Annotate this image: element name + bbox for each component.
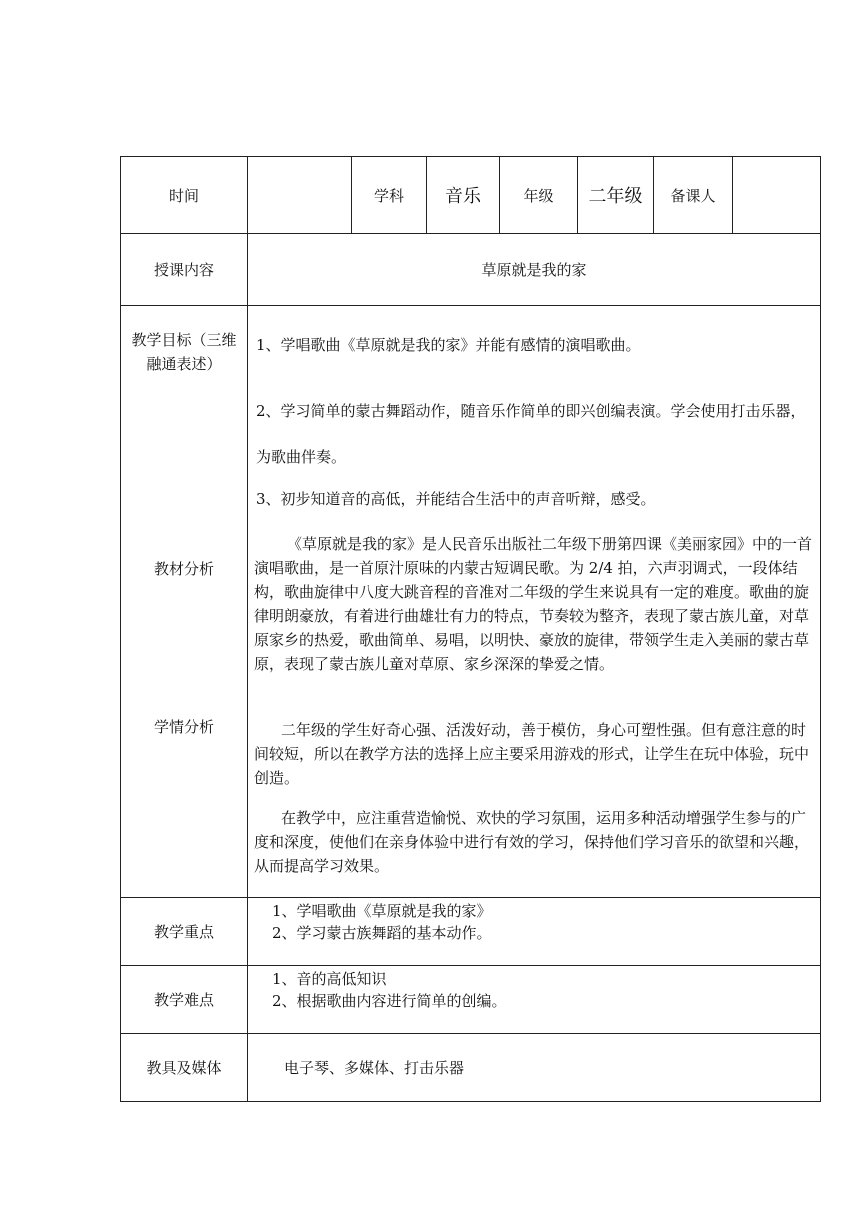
objective-item-2: 2、学习简单的蒙古舞蹈动作，随音乐作简单的即兴创编表演。学会使用打击乐器，为歌曲伴奏。 — [256, 402, 806, 466]
material-label: 教材分析 — [153, 560, 214, 578]
grade-value: 二年级 — [578, 157, 654, 234]
content-row — [121, 234, 821, 306]
objective-item-3: 3、初步知道音的高低，并能结合生活中的声音听辩，感受。 — [256, 490, 656, 508]
difficulties-content — [248, 966, 821, 1034]
objectives-label: 教学目标（三维融通表述） — [131, 331, 237, 373]
objectives-analysis-labels — [121, 306, 248, 898]
content-value: 草原就是我的家 — [248, 234, 821, 306]
objectives-analysis-content — [248, 306, 821, 898]
tools-row — [121, 1034, 821, 1102]
key-points-content — [248, 898, 821, 966]
difficulty-item-2: 2、根据歌曲内容进行简单的创编。 — [272, 992, 507, 1010]
difficulties-label: 教学难点 — [121, 966, 248, 1034]
key-point-item-1: 1、学唱歌曲《草原就是我的家》 — [272, 902, 492, 920]
grade-label: 年级 — [500, 157, 578, 234]
subject-label: 学科 — [352, 157, 427, 234]
preparer-label: 备课人 — [654, 157, 733, 234]
difficulty-item-1: 1、音的高低知识 — [272, 970, 387, 988]
tools-value: 电子琴、多媒体、打击乐器 — [248, 1034, 821, 1102]
header-row — [121, 157, 821, 234]
time-value — [248, 157, 352, 234]
time-label: 时间 — [121, 157, 248, 234]
key-points-label: 教学重点 — [121, 898, 248, 966]
material-text: 《草原就是我的家》是人民音乐出版社二年级下册第四课《美丽家园》中的一首演唱歌曲，是一首原汁原味的内蒙古短调民歌。为 2/4 拍，六声羽调式，一段体结构，歌曲旋律中八度大跳音程的音准对二年级的学生来说具有一定的难度。歌曲的旋律明朗豪放，有着进行曲雄壮有力的特点，节奏较为整齐，表现了蒙古族儿童，对草原家乡的热爱，歌曲简单、易唱，以明快、豪放的旋律，带领学生走入美丽的蒙古草原，表现了蒙古族儿童对草原、家乡深深的挚爱之情。 — [254, 535, 813, 673]
subject-value: 音乐 — [427, 157, 500, 234]
tools-label: 教具及媒体 — [121, 1034, 248, 1102]
difficulties-row — [121, 966, 821, 1034]
key-point-item-2: 2、学习蒙古族舞蹈的基本动作。 — [272, 924, 492, 942]
lesson-plan-table — [120, 156, 821, 1102]
content-label: 授课内容 — [121, 234, 248, 306]
students-text-1: 二年级的学生好奇心强、活泼好动，善于模仿，身心可塑性强。但有意注意的时间较短，所以在教学方法的选择上应主要采用游戏的形式，让学生在玩中体验，玩中创造。 — [254, 721, 810, 787]
objectives-analysis-row — [121, 306, 821, 898]
students-label: 学情分析 — [153, 718, 214, 736]
objective-item-1: 1、学唱歌曲《草原就是我的家》并能有感情的演唱歌曲。 — [256, 336, 641, 354]
students-text-2: 在教学中，应注重营造愉悦、欢快的学习氛围，运用多种活动增强学生参与的广度和深度，使他们在亲身体验中进行有效的学习，保持他们学习音乐的欲望和兴趣，从而提高学习效果。 — [254, 809, 810, 875]
preparer-value — [733, 157, 821, 234]
key-points-row — [121, 898, 821, 966]
